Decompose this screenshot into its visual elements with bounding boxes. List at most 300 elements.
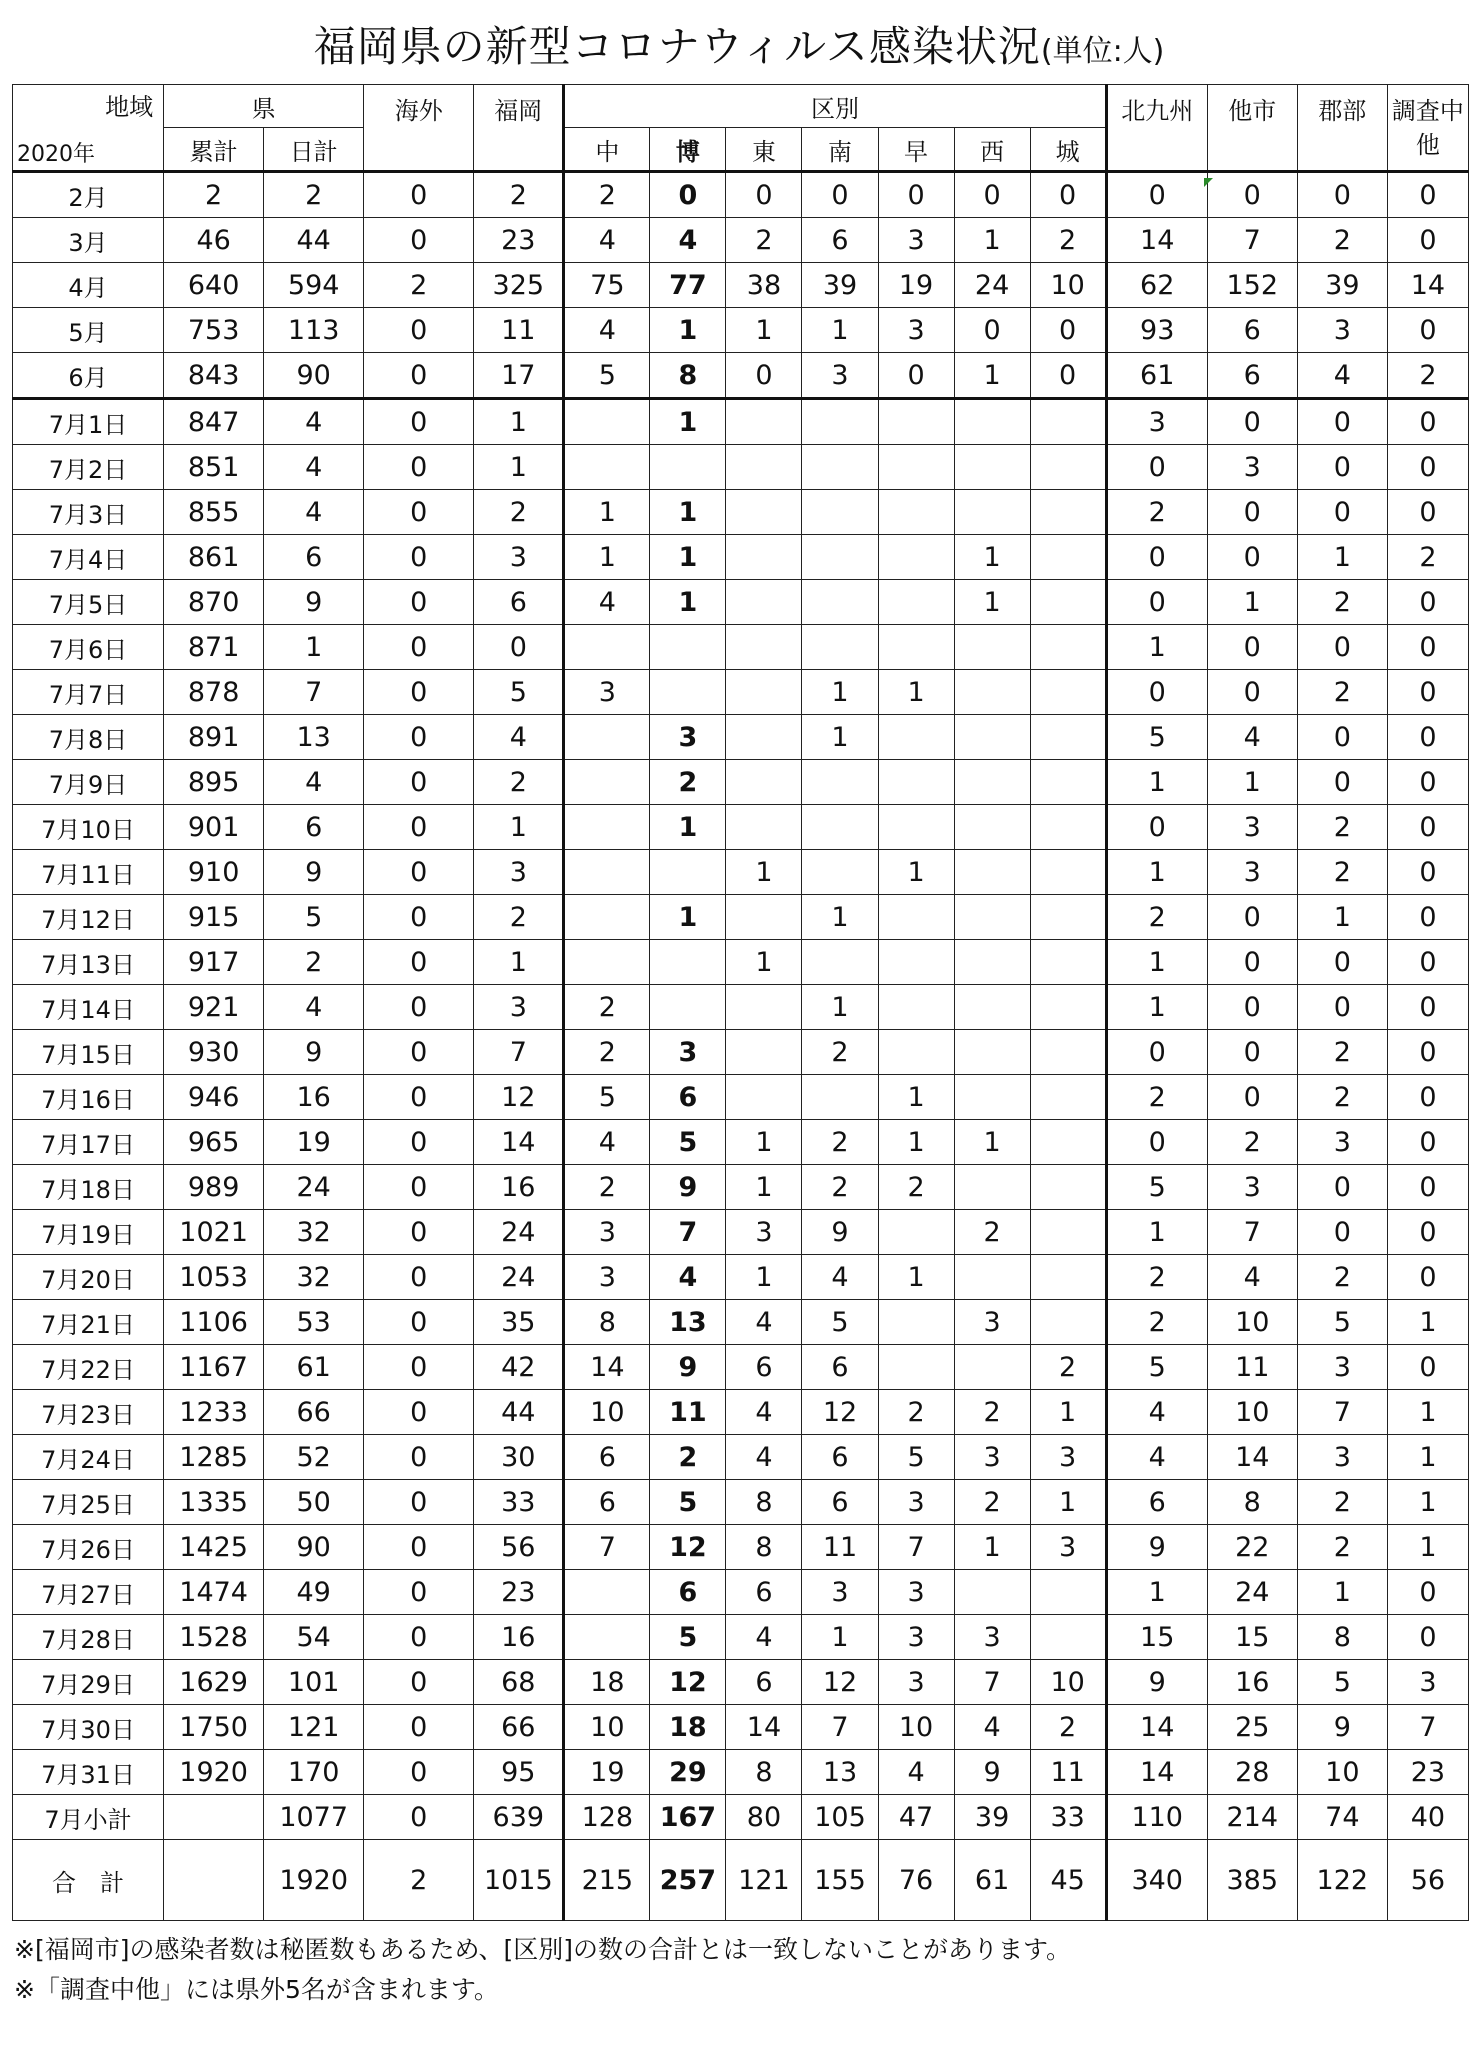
cell-col-9: 1 [954,218,1030,263]
comment-marker-icon [1204,178,1213,187]
cell-col-1: 24 [264,1165,364,1210]
cell-col-14: 0 [1387,760,1468,805]
cell-col-2: 0 [364,1345,474,1390]
cell-col-5: 6 [650,1075,726,1120]
cell-col-2: 0 [364,353,474,399]
cell-col-4: 18 [564,1660,650,1705]
cell-col-10: 3 [1030,1435,1106,1480]
cell-col-3: 2 [474,760,564,805]
cell-col-13: 2 [1297,1480,1387,1525]
cell-col-13: 0 [1297,1210,1387,1255]
cell-col-6: 8 [726,1750,802,1795]
cell-col-8 [878,1300,954,1345]
cell-col-2: 0 [364,1480,474,1525]
cell-col-6: 121 [726,1840,802,1921]
cell-col-10: 33 [1030,1795,1106,1840]
cell-col-8: 76 [878,1840,954,1921]
cell-col-0: 2 [164,172,264,218]
cell-col-7: 7 [802,1705,878,1750]
table-row [13,895,1469,940]
cell-col-11: 0 [1106,1030,1207,1075]
cell-col-4 [564,445,650,490]
cell-col-12: 28 [1207,1750,1297,1795]
cell-col-1: 53 [264,1300,364,1345]
cell-col-9: 2 [954,1390,1030,1435]
cell-col-14: 0 [1387,580,1468,625]
cell-col-1: 4 [264,985,364,1030]
cell-col-9: 4 [954,1705,1030,1750]
cell-col-12: 214 [1207,1795,1297,1840]
cell-col-9 [954,1345,1030,1390]
table-row [13,1525,1469,1570]
cell-col-8 [878,445,954,490]
cell-col-10: 1 [1030,1480,1106,1525]
cell-col-13: 2 [1297,1075,1387,1120]
cell-col-14: 14 [1387,263,1468,308]
cell-col-12: 0 [1207,490,1297,535]
cell-col-7: 2 [802,1030,878,1075]
cell-col-1: 19 [264,1120,364,1165]
cell-col-1: 2 [264,172,364,218]
cell-col-7: 1 [802,308,878,353]
cell-col-11: 9 [1106,1660,1207,1705]
cell-col-2: 0 [364,760,474,805]
cell-col-8: 1 [878,670,954,715]
cell-col-11: 0 [1106,1120,1207,1165]
cell-col-3: 0 [474,625,564,670]
cell-col-9 [954,715,1030,760]
table-row [13,1030,1469,1075]
cell-col-8 [878,715,954,760]
cell-col-6: 4 [726,1300,802,1345]
cell-col-14: 0 [1387,399,1468,445]
cell-col-10 [1030,625,1106,670]
cell-col-10 [1030,399,1106,445]
cell-col-5: 1 [650,399,726,445]
cell-col-8 [878,760,954,805]
cell-col-13: 0 [1297,940,1387,985]
cell-col-9 [954,760,1030,805]
cell-col-6: 1 [726,1120,802,1165]
cell-col-5: 4 [650,218,726,263]
year-label: 2020年 [17,142,95,167]
cell-col-9 [954,850,1030,895]
total-row [13,1840,1469,1921]
cell-col-12: 7 [1207,218,1297,263]
table-row [13,985,1469,1030]
cell-col-9: 1 [954,535,1030,580]
cell-col-4: 3 [564,670,650,715]
cell-col-3: 1 [474,399,564,445]
cell-col-1: 594 [264,263,364,308]
cell-col-1: 9 [264,1030,364,1075]
cell-col-8 [878,985,954,1030]
cell-col-14: 56 [1387,1840,1468,1921]
cell-col-13: 0 [1297,445,1387,490]
cell-col-14: 40 [1387,1795,1468,1840]
cell-col-13: 8 [1297,1615,1387,1660]
cell-col-11: 1 [1106,760,1207,805]
cell-col-4 [564,715,650,760]
cell-col-8: 10 [878,1705,954,1750]
table-row [13,353,1469,399]
cell-col-7: 1 [802,985,878,1030]
cell-col-14: 0 [1387,1075,1468,1120]
cell-col-1: 6 [264,535,364,580]
cell-col-0: 1629 [164,1660,264,1705]
cell-col-13: 0 [1297,715,1387,760]
table-row [13,1120,1469,1165]
cell-col-12: 22 [1207,1525,1297,1570]
cell-col-14: 3 [1387,1660,1468,1705]
cell-col-8 [878,535,954,580]
row-label: 7月小計 [13,1795,164,1840]
cell-col-3: 35 [474,1300,564,1345]
cell-col-5: 1 [650,805,726,850]
cell-col-7: 9 [802,1210,878,1255]
cell-col-11: 1 [1106,1210,1207,1255]
cell-col-3: 1 [474,445,564,490]
cell-col-5: 77 [650,263,726,308]
table-row [13,1705,1469,1750]
cell-col-2: 0 [364,625,474,670]
cell-col-5: 3 [650,715,726,760]
cell-col-14: 0 [1387,445,1468,490]
cell-col-12: 152 [1207,263,1297,308]
cell-col-2: 2 [364,1840,474,1921]
row-label: 7月14日 [13,985,164,1030]
cell-col-4: 3 [564,1255,650,1300]
corner-header-cell [13,85,164,172]
cell-col-10 [1030,535,1106,580]
row-label: 7月5日 [13,580,164,625]
cell-col-8 [878,895,954,940]
cell-col-11: 2 [1106,1075,1207,1120]
cell-col-13: 3 [1297,308,1387,353]
cell-col-8: 3 [878,1570,954,1615]
cell-col-5: 1 [650,490,726,535]
row-label: 2月 [13,172,164,218]
cell-col-1: 113 [264,308,364,353]
cell-col-5: 0 [650,172,726,218]
cell-col-3: 325 [474,263,564,308]
cell-col-1: 6 [264,805,364,850]
cell-col-14: 1 [1387,1435,1468,1480]
table-row [13,1615,1469,1660]
table-row [13,535,1469,580]
cell-col-13: 7 [1297,1390,1387,1435]
cell-col-13: 39 [1297,263,1387,308]
cell-col-6 [726,445,802,490]
pref-header: 県 [164,85,364,128]
cell-col-0: 921 [164,985,264,1030]
cell-col-12: 3 [1207,805,1297,850]
cell-col-10 [1030,1255,1106,1300]
cell-col-10 [1030,715,1106,760]
cell-col-6 [726,535,802,580]
cell-col-14: 0 [1387,218,1468,263]
row-label: 7月7日 [13,670,164,715]
table-row [13,172,1469,218]
cell-col-2: 0 [364,1075,474,1120]
cell-col-6: 80 [726,1795,802,1840]
cell-col-4: 2 [564,172,650,218]
cell-col-12: 1 [1207,580,1297,625]
cell-col-4: 2 [564,1030,650,1075]
cell-col-2: 0 [364,1570,474,1615]
cell-col-6: 0 [726,353,802,399]
cell-col-12: 0 [1207,625,1297,670]
row-label: 7月27日 [13,1570,164,1615]
cell-col-7: 6 [802,1345,878,1390]
cell-col-10: 2 [1030,1705,1106,1750]
cell-col-8: 3 [878,308,954,353]
cell-col-10: 3 [1030,1525,1106,1570]
cell-col-1: 5 [264,895,364,940]
cell-col-2: 0 [364,1525,474,1570]
cell-col-5: 9 [650,1165,726,1210]
cell-col-9: 1 [954,580,1030,625]
cell-col-13: 2 [1297,1030,1387,1075]
cell-col-3: 12 [474,1075,564,1120]
cell-col-5 [650,985,726,1030]
cell-col-4: 75 [564,263,650,308]
cell-col-5: 29 [650,1750,726,1795]
cell-col-6: 2 [726,218,802,263]
ward-header-higashi: 東 [726,128,802,172]
cell-col-12: 14 [1207,1435,1297,1480]
cell-col-2: 0 [364,445,474,490]
cell-col-13: 0 [1297,172,1387,218]
cell-col-9 [954,1570,1030,1615]
cell-col-10: 45 [1030,1840,1106,1921]
cell-col-10 [1030,1615,1106,1660]
cell-col-5: 2 [650,760,726,805]
cell-col-3: 33 [474,1480,564,1525]
cell-col-6: 6 [726,1570,802,1615]
cell-col-4 [564,1615,650,1660]
cell-col-7: 1 [802,670,878,715]
cell-col-1: 101 [264,1660,364,1705]
cell-col-12: 4 [1207,715,1297,760]
cell-col-13: 0 [1297,399,1387,445]
cell-col-9: 3 [954,1435,1030,1480]
cell-col-0: 640 [164,263,264,308]
cell-col-14: 0 [1387,308,1468,353]
cell-col-13: 122 [1297,1840,1387,1921]
cell-col-12: 0 [1207,1030,1297,1075]
cell-col-9: 24 [954,263,1030,308]
table-row [13,1570,1469,1615]
cell-col-8 [878,490,954,535]
cell-col-8: 2 [878,1165,954,1210]
row-label: 7月23日 [13,1390,164,1435]
cell-col-10: 10 [1030,263,1106,308]
cell-col-13: 0 [1297,625,1387,670]
cell-col-14: 0 [1387,490,1468,535]
cell-col-13: 3 [1297,1345,1387,1390]
cell-col-9 [954,805,1030,850]
cell-col-5: 6 [650,1570,726,1615]
row-label: 7月4日 [13,535,164,580]
cell-col-7: 105 [802,1795,878,1840]
cell-col-7 [802,625,878,670]
cell-col-2: 0 [364,580,474,625]
cell-col-3: 17 [474,353,564,399]
cell-col-1: 4 [264,760,364,805]
cell-col-3: 95 [474,1750,564,1795]
cell-col-5: 1 [650,535,726,580]
cell-col-14: 0 [1387,1570,1468,1615]
row-label: 合 計 [13,1840,164,1921]
cell-col-7: 1 [802,1615,878,1660]
cell-col-6: 1 [726,850,802,895]
cell-col-6 [726,985,802,1030]
cell-col-11: 2 [1106,895,1207,940]
cell-col-14: 0 [1387,1165,1468,1210]
cell-col-13: 74 [1297,1795,1387,1840]
cell-col-11: 14 [1106,1750,1207,1795]
cell-col-10 [1030,1210,1106,1255]
cell-col-10 [1030,850,1106,895]
cell-col-1: 90 [264,353,364,399]
cell-col-11: 0 [1106,670,1207,715]
cell-col-6: 4 [726,1435,802,1480]
cell-col-10 [1030,1075,1106,1120]
cell-col-6: 6 [726,1660,802,1705]
cell-col-14: 0 [1387,940,1468,985]
cell-col-8: 3 [878,1615,954,1660]
cell-col-14: 0 [1387,1255,1468,1300]
cell-col-12: 3 [1207,445,1297,490]
cell-col-1: 54 [264,1615,364,1660]
cell-col-4: 215 [564,1840,650,1921]
table-row [13,1075,1469,1120]
title-text: 福岡県の新型コロナウィルス感染状況 [313,22,1041,71]
cell-col-10 [1030,445,1106,490]
cell-col-14: 0 [1387,172,1468,218]
cell-col-12: 0 [1207,895,1297,940]
cell-col-0: 753 [164,308,264,353]
cell-col-0: 910 [164,850,264,895]
cell-col-3: 23 [474,218,564,263]
cell-col-0: 1053 [164,1255,264,1300]
cell-col-0: 870 [164,580,264,625]
fukuoka-header: 福岡 [474,85,564,172]
table-row [13,625,1469,670]
ward-header-nishi: 西 [954,128,1030,172]
cell-col-6 [726,760,802,805]
cell-col-11: 110 [1106,1795,1207,1840]
cell-col-10: 10 [1030,1660,1106,1705]
cell-col-2: 0 [364,535,474,580]
table-row [13,263,1469,308]
cell-col-14: 0 [1387,1615,1468,1660]
cell-col-9: 2 [954,1480,1030,1525]
row-label: 7月11日 [13,850,164,895]
cell-col-2: 0 [364,1030,474,1075]
cell-col-9 [954,445,1030,490]
cell-col-1: 66 [264,1390,364,1435]
cell-col-12: 10 [1207,1300,1297,1345]
cell-col-14: 0 [1387,895,1468,940]
cell-col-10: 0 [1030,172,1106,218]
cell-col-7 [802,580,878,625]
cell-col-12: 24 [1207,1570,1297,1615]
cell-col-0: 46 [164,218,264,263]
cell-col-0: 871 [164,625,264,670]
row-label: 7月28日 [13,1615,164,1660]
table-row [13,1345,1469,1390]
cell-col-7 [802,940,878,985]
cell-col-3: 3 [474,850,564,895]
cell-col-1: 9 [264,850,364,895]
cell-col-0: 891 [164,715,264,760]
cell-col-7: 39 [802,263,878,308]
cell-col-0: 965 [164,1120,264,1165]
cell-col-6: 1 [726,940,802,985]
cell-col-3: 68 [474,1660,564,1705]
cell-col-9 [954,1075,1030,1120]
cell-col-10: 0 [1030,353,1106,399]
cell-col-6: 38 [726,263,802,308]
cell-col-10 [1030,1570,1106,1615]
cell-col-2: 2 [364,263,474,308]
cell-col-11: 15 [1106,1615,1207,1660]
cell-col-11: 5 [1106,1165,1207,1210]
cell-col-10 [1030,805,1106,850]
cell-col-5 [650,625,726,670]
cell-col-2: 0 [364,1435,474,1480]
cell-col-10 [1030,1120,1106,1165]
cell-col-8: 3 [878,1480,954,1525]
cell-col-13: 2 [1297,1255,1387,1300]
cumulative-header: 累計 [164,128,264,172]
cell-col-0: 1335 [164,1480,264,1525]
cell-col-8: 4 [878,1750,954,1795]
cell-col-6: 6 [726,1345,802,1390]
cell-col-13: 3 [1297,1120,1387,1165]
cell-col-6: 8 [726,1480,802,1525]
cell-col-9 [954,1030,1030,1075]
cell-col-10 [1030,895,1106,940]
cell-col-13: 2 [1297,850,1387,895]
cell-col-1: 90 [264,1525,364,1570]
cell-col-5: 12 [650,1525,726,1570]
cell-col-2: 0 [364,490,474,535]
districts-header: 郡部 [1297,85,1387,172]
cell-col-8: 3 [878,1660,954,1705]
cell-col-0: 878 [164,670,264,715]
cell-col-0: 1106 [164,1300,264,1345]
cell-col-12: 0 [1207,535,1297,580]
investigating-header: 調査中他 [1387,85,1468,172]
cell-col-10: 2 [1030,218,1106,263]
cell-col-13: 0 [1297,760,1387,805]
cell-col-2: 0 [364,399,474,445]
row-label: 7月12日 [13,895,164,940]
cell-col-4 [564,760,650,805]
cell-col-7: 6 [802,1435,878,1480]
cell-col-11: 1 [1106,985,1207,1030]
cell-col-4: 1 [564,535,650,580]
cell-col-4: 7 [564,1525,650,1570]
cell-col-6: 8 [726,1525,802,1570]
cell-col-10: 11 [1030,1750,1106,1795]
table-row [13,218,1469,263]
cell-col-11: 4 [1106,1435,1207,1480]
cell-col-3: 7 [474,1030,564,1075]
